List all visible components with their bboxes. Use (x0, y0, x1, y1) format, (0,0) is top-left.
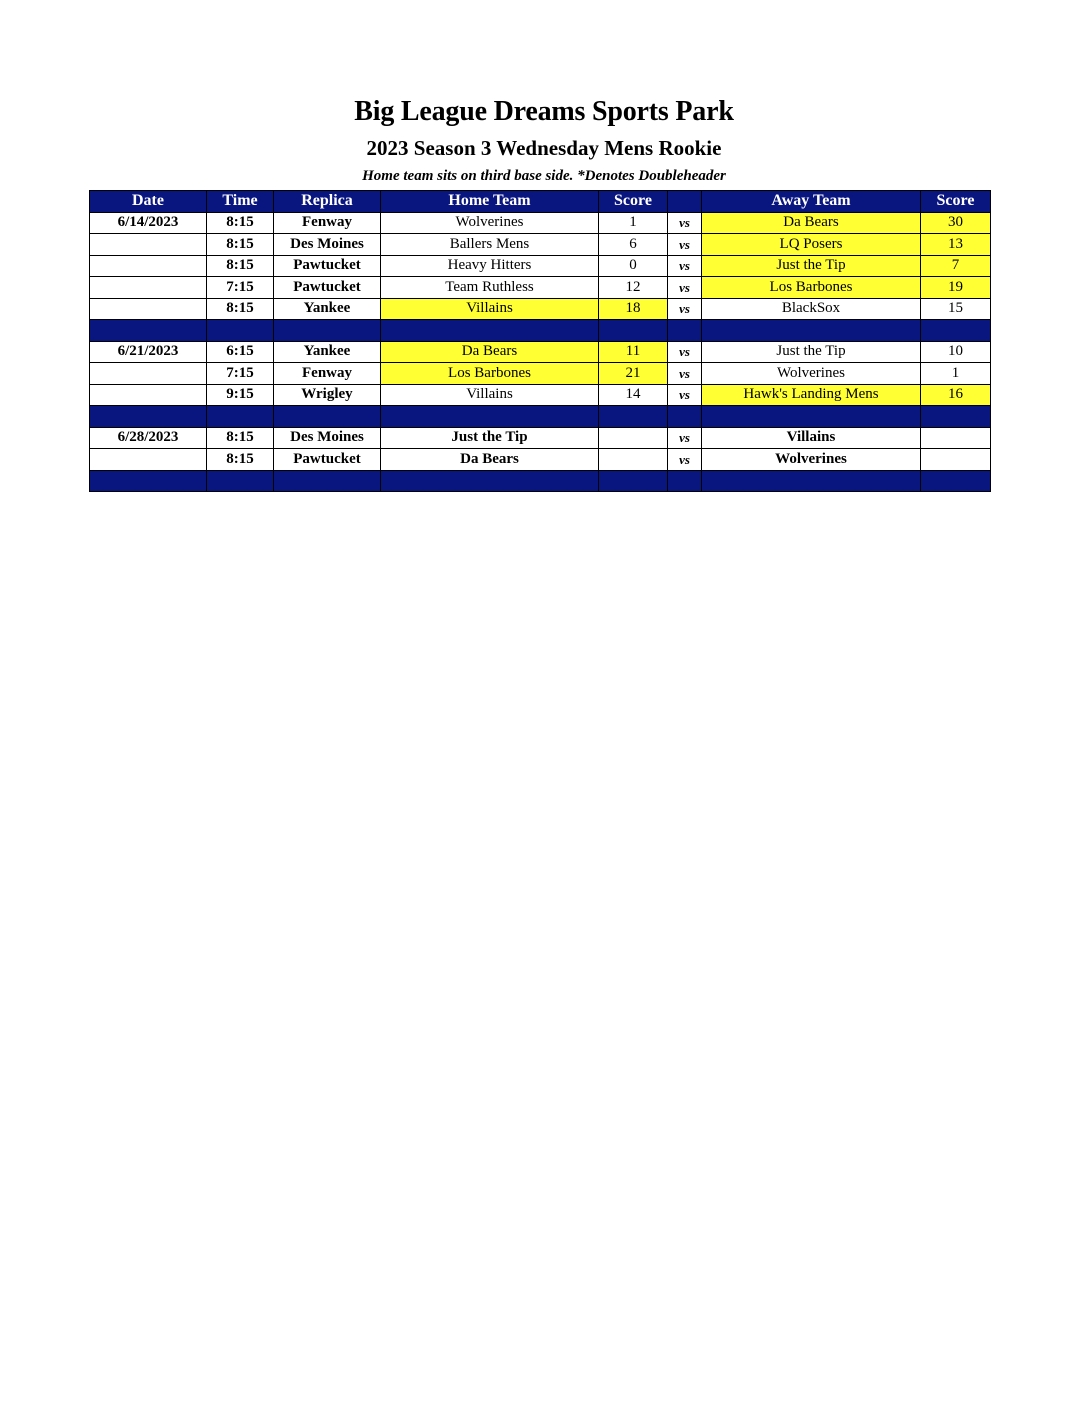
home-team: Just the Tip (381, 427, 599, 449)
week-separator-row (90, 470, 991, 492)
game-time: 7:15 (207, 363, 274, 385)
game-date: 6/14/2023 (90, 212, 207, 234)
vs-label: vs (668, 298, 702, 320)
game-replica: Des Moines (274, 234, 381, 256)
game-time: 8:15 (207, 234, 274, 256)
away-team: Wolverines (702, 449, 921, 471)
game-replica: Yankee (274, 341, 381, 363)
game-date (90, 384, 207, 406)
game-time: 9:15 (207, 384, 274, 406)
game-time: 6:15 (207, 341, 274, 363)
vs-label: vs (668, 449, 702, 471)
col-header-home-score: Score (599, 191, 668, 213)
col-header-away-team: Away Team (702, 191, 921, 213)
vs-label: vs (668, 384, 702, 406)
home-score: 12 (599, 277, 668, 299)
home-score: 6 (599, 234, 668, 256)
home-score: 14 (599, 384, 668, 406)
game-date: 6/21/2023 (90, 341, 207, 363)
game-row (90, 363, 991, 385)
game-time: 8:15 (207, 427, 274, 449)
vs-label: vs (668, 255, 702, 277)
game-date (90, 298, 207, 320)
home-score (599, 427, 668, 449)
game-date (90, 363, 207, 385)
separator-cell (702, 470, 921, 492)
col-header-date: Date (90, 191, 207, 213)
away-score: 1 (921, 363, 991, 385)
game-replica: Des Moines (274, 427, 381, 449)
home-team: Villains (381, 384, 599, 406)
game-time: 8:15 (207, 449, 274, 471)
away-score (921, 427, 991, 449)
schedule-table (89, 190, 991, 492)
away-score: 13 (921, 234, 991, 256)
col-header-vs (668, 191, 702, 213)
home-team: Ballers Mens (381, 234, 599, 256)
separator-cell (274, 320, 381, 342)
game-row (90, 384, 991, 406)
home-team: Team Ruthless (381, 277, 599, 299)
game-replica: Wrigley (274, 384, 381, 406)
separator-cell (381, 406, 599, 428)
game-row (90, 234, 991, 256)
away-team: Just the Tip (702, 341, 921, 363)
separator-cell (921, 320, 991, 342)
separator-cell (702, 406, 921, 428)
game-replica: Yankee (274, 298, 381, 320)
game-time: 8:15 (207, 298, 274, 320)
game-time: 7:15 (207, 277, 274, 299)
home-score: 0 (599, 255, 668, 277)
separator-cell (599, 320, 668, 342)
game-row (90, 449, 991, 471)
header-row (90, 191, 991, 213)
week-separator-row (90, 320, 991, 342)
week-separator-row (90, 406, 991, 428)
vs-label: vs (668, 212, 702, 234)
game-row (90, 277, 991, 299)
game-row (90, 255, 991, 277)
separator-cell (381, 320, 599, 342)
separator-cell (90, 320, 207, 342)
separator-cell (381, 470, 599, 492)
game-date (90, 234, 207, 256)
schedule-body (90, 212, 991, 492)
game-replica: Fenway (274, 363, 381, 385)
game-row (90, 427, 991, 449)
away-score: 19 (921, 277, 991, 299)
game-date (90, 255, 207, 277)
home-team: Da Bears (381, 341, 599, 363)
home-team: Villains (381, 298, 599, 320)
vs-label: vs (668, 363, 702, 385)
away-score: 10 (921, 341, 991, 363)
schedule-note: Home team sits on third base side. *Denotes Doubleheader (362, 168, 726, 184)
home-team: Da Bears (381, 449, 599, 471)
away-team: Hawk's Landing Mens (702, 384, 921, 406)
game-replica: Pawtucket (274, 449, 381, 471)
separator-cell (668, 470, 702, 492)
away-score: 16 (921, 384, 991, 406)
game-row (90, 298, 991, 320)
game-replica: Fenway (274, 212, 381, 234)
away-score: 7 (921, 255, 991, 277)
separator-cell (921, 470, 991, 492)
col-header-home-team: Home Team (381, 191, 599, 213)
home-score: 18 (599, 298, 668, 320)
home-score (599, 449, 668, 471)
away-team: Wolverines (702, 363, 921, 385)
away-team: LQ Posers (702, 234, 921, 256)
separator-cell (702, 320, 921, 342)
away-score (921, 449, 991, 471)
game-replica: Pawtucket (274, 255, 381, 277)
col-header-time: Time (207, 191, 274, 213)
away-score: 15 (921, 298, 991, 320)
game-date (90, 277, 207, 299)
vs-label: vs (668, 277, 702, 299)
vs-label: vs (668, 341, 702, 363)
page-title: Big League Dreams Sports Park (354, 96, 734, 127)
away-team: Just the Tip (702, 255, 921, 277)
game-time: 8:15 (207, 255, 274, 277)
separator-cell (668, 406, 702, 428)
home-team: Los Barbones (381, 363, 599, 385)
col-header-replica: Replica (274, 191, 381, 213)
separator-cell (207, 470, 274, 492)
separator-cell (90, 406, 207, 428)
home-team: Wolverines (381, 212, 599, 234)
game-replica: Pawtucket (274, 277, 381, 299)
separator-cell (274, 470, 381, 492)
away-team: Villains (702, 427, 921, 449)
separator-cell (599, 470, 668, 492)
separator-cell (274, 406, 381, 428)
home-score: 21 (599, 363, 668, 385)
game-date: 6/28/2023 (90, 427, 207, 449)
separator-cell (668, 320, 702, 342)
home-score: 1 (599, 212, 668, 234)
home-score: 11 (599, 341, 668, 363)
away-team: Los Barbones (702, 277, 921, 299)
vs-label: vs (668, 234, 702, 256)
separator-cell (921, 406, 991, 428)
away-team: Da Bears (702, 212, 921, 234)
game-row (90, 341, 991, 363)
away-score: 30 (921, 212, 991, 234)
vs-label: vs (668, 427, 702, 449)
game-time: 8:15 (207, 212, 274, 234)
col-header-away-score: Score (921, 191, 991, 213)
separator-cell (207, 320, 274, 342)
separator-cell (599, 406, 668, 428)
separator-cell (90, 470, 207, 492)
game-date (90, 449, 207, 471)
separator-cell (207, 406, 274, 428)
page-subtitle: 2023 Season 3 Wednesday Mens Rookie (366, 136, 722, 160)
game-row (90, 212, 991, 234)
home-team: Heavy Hitters (381, 255, 599, 277)
away-team: BlackSox (702, 298, 921, 320)
